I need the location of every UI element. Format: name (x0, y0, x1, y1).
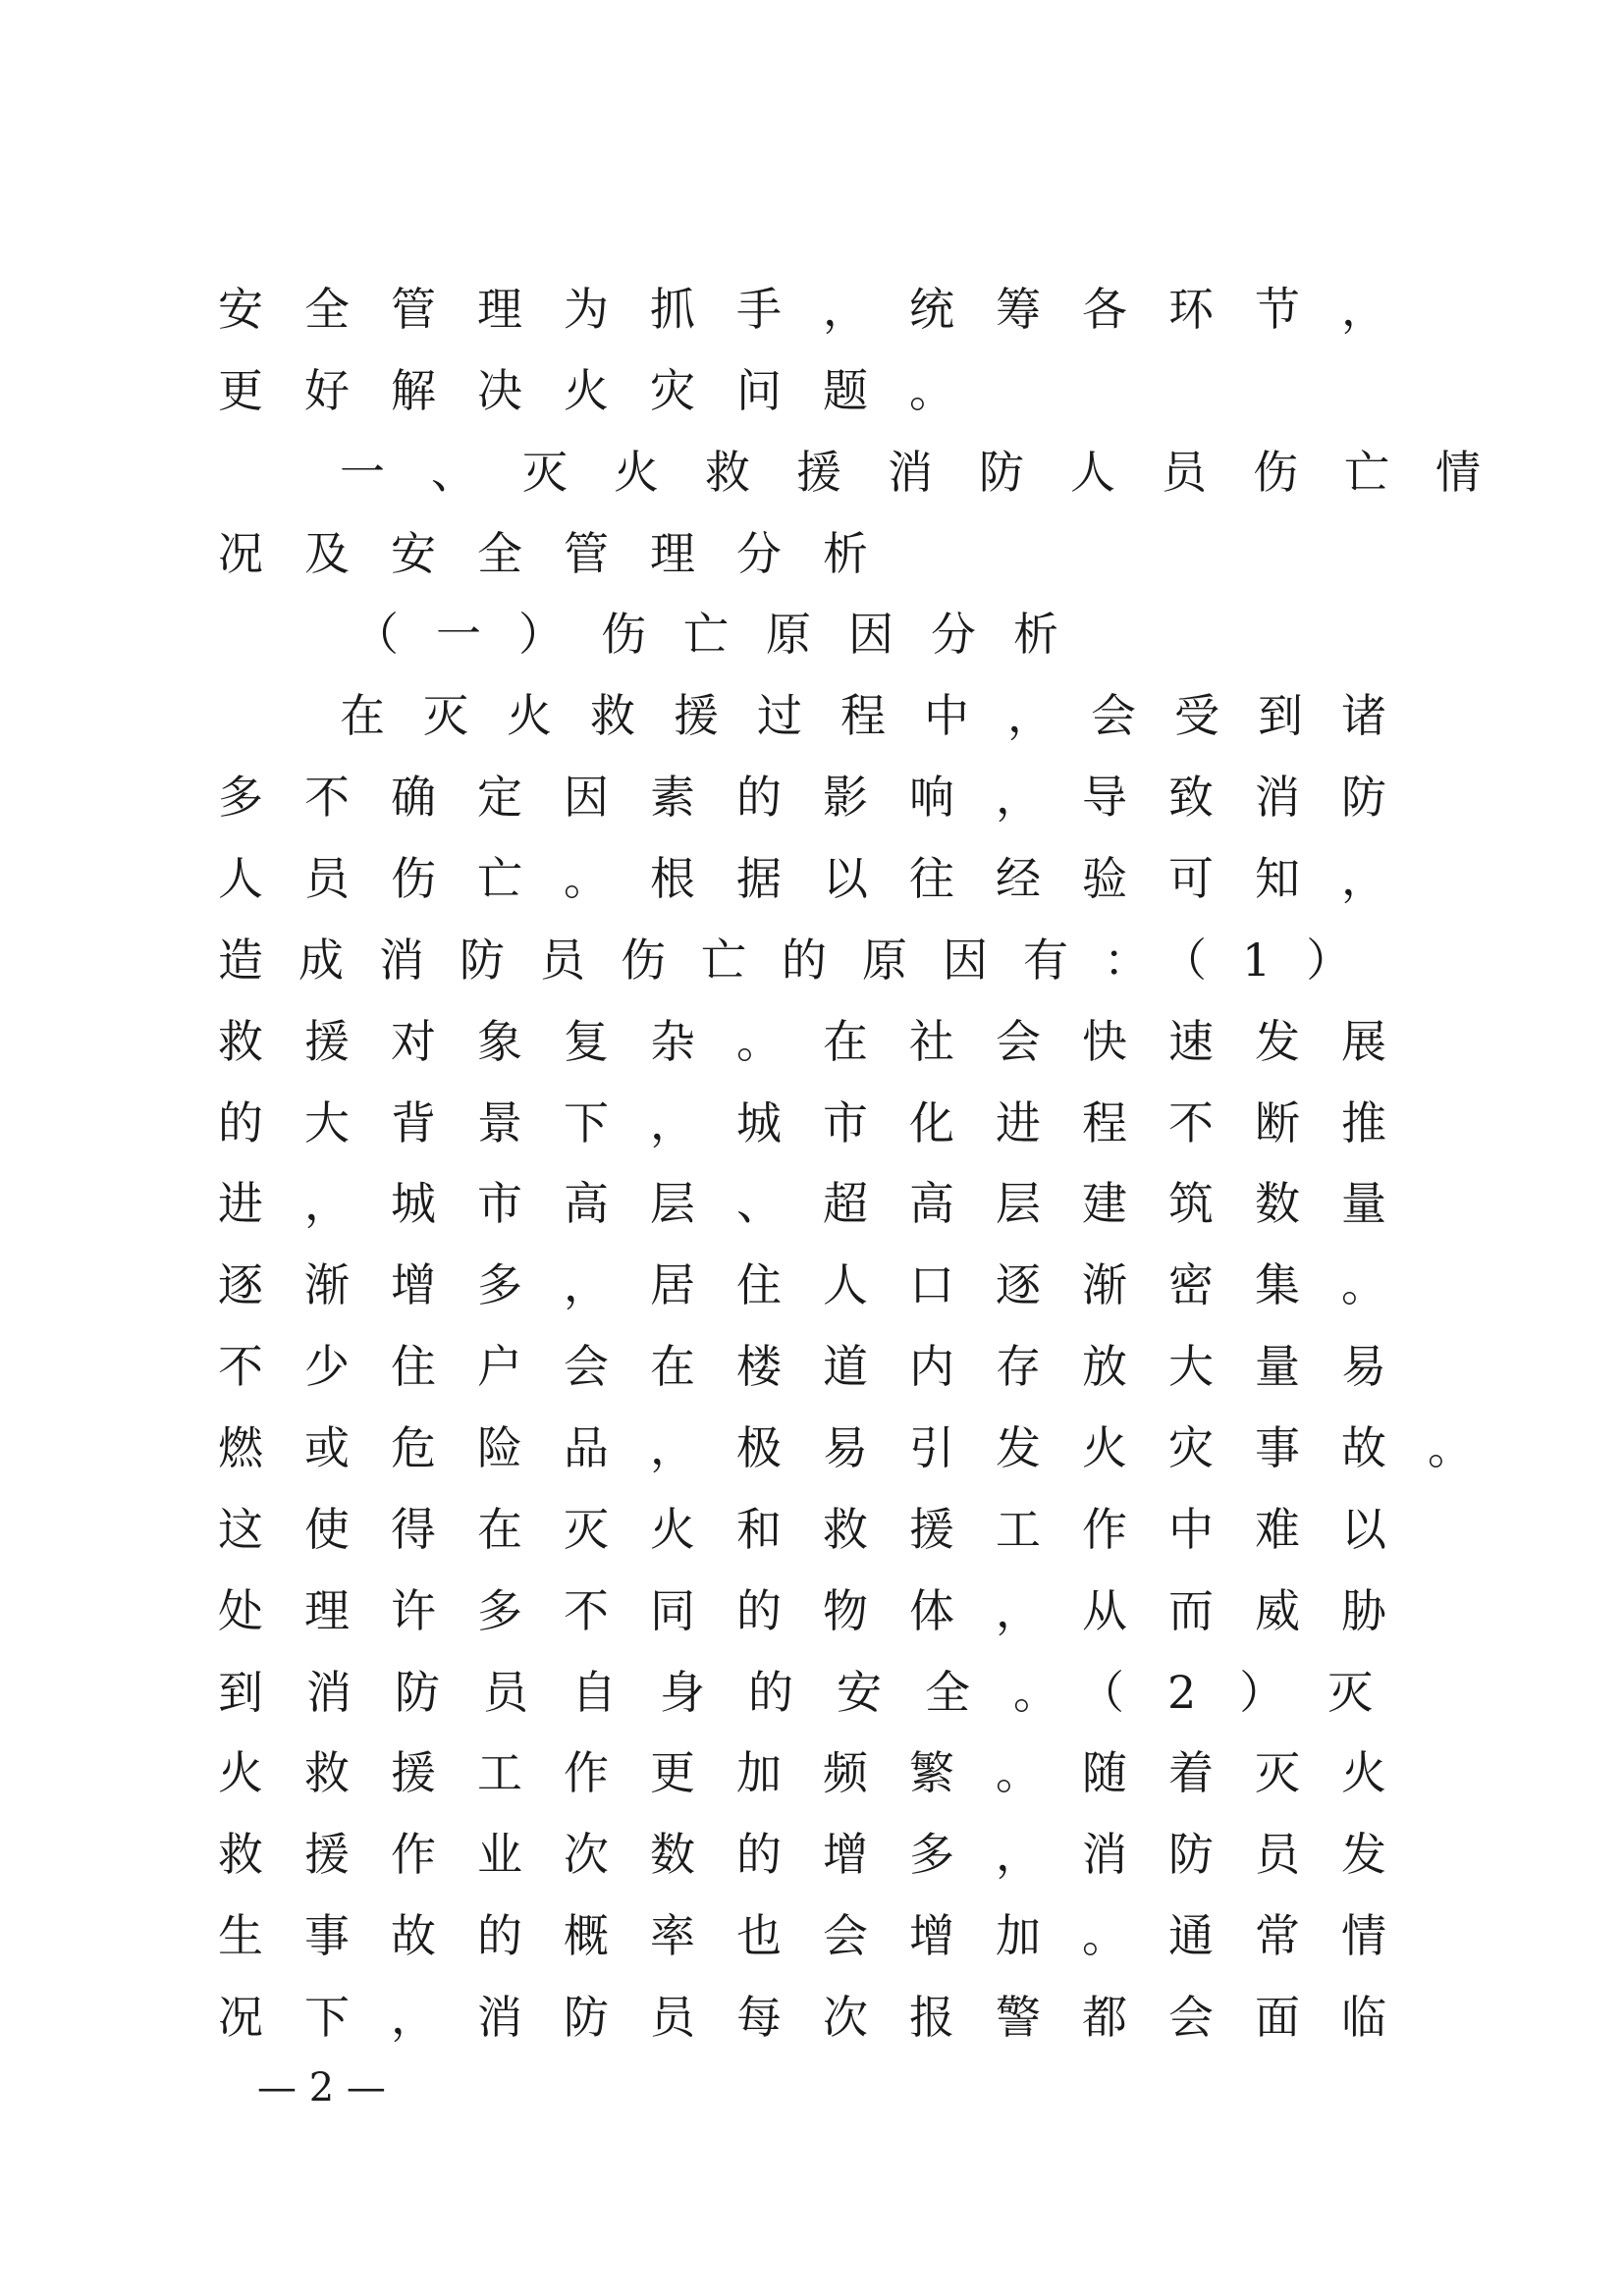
paragraph-line: 安全管理为抓手，统筹各环节， (218, 283, 1428, 336)
paragraph-line: 造成消防员伤亡的原因有：（1） (218, 933, 1387, 987)
paragraph-line: 逐渐增多，居住人口逐渐密集。 (218, 1258, 1428, 1312)
paragraph-line: 不少住户会在楼道内存放大量易 (218, 1340, 1428, 1394)
paragraph-line: 人员伤亡。根据以往经验可知， (218, 852, 1428, 906)
paragraph-line: 燃或危险品，极易引发火灾事故。 (218, 1421, 1514, 1475)
paragraph-line: 况下，消防员每次报警都会面临 (218, 1991, 1428, 2045)
body-text (218, 269, 1553, 2058)
page-number: — 2 — (257, 2065, 386, 2110)
paragraph-line: 的大背景下，城市化进程不断推 (218, 1095, 1428, 1149)
paragraph-line: 火救援工作更加频繁。随着灭火 (218, 1746, 1428, 1800)
paragraph-line: 更好解决火灾问题。 (218, 363, 996, 417)
paragraph-line: 处理许多不同的物体，从而威胁 (218, 1583, 1428, 1637)
paragraph-line: 生事故的概率也会增加。通常情 (218, 1909, 1428, 1963)
subsection-heading: （一）伤亡原因分析 (353, 608, 1096, 662)
paragraph-line: 救援作业次数的增多，消防员发 (218, 1828, 1428, 1882)
paragraph-line: 进，城市高层、超高层建筑数量 (218, 1177, 1428, 1231)
paragraph-line: 在灭火救援过程中，会受到诸 (340, 689, 1425, 743)
section-heading-line: 况及安全管理分析 (218, 526, 909, 580)
paragraph-line: 到消防员自身的安全。（2）灭 (218, 1665, 1417, 1719)
section-heading-line: 一、灭火救援消防人员伤亡情 (340, 445, 1527, 499)
paragraph-line: 救援对象复杂。在社会快速发展 (218, 1014, 1428, 1068)
paragraph-line: 多不确定因素的影响，导致消防 (218, 771, 1428, 825)
paragraph-line: 这使得在灭火和救援工作中难以 (218, 1502, 1428, 1556)
